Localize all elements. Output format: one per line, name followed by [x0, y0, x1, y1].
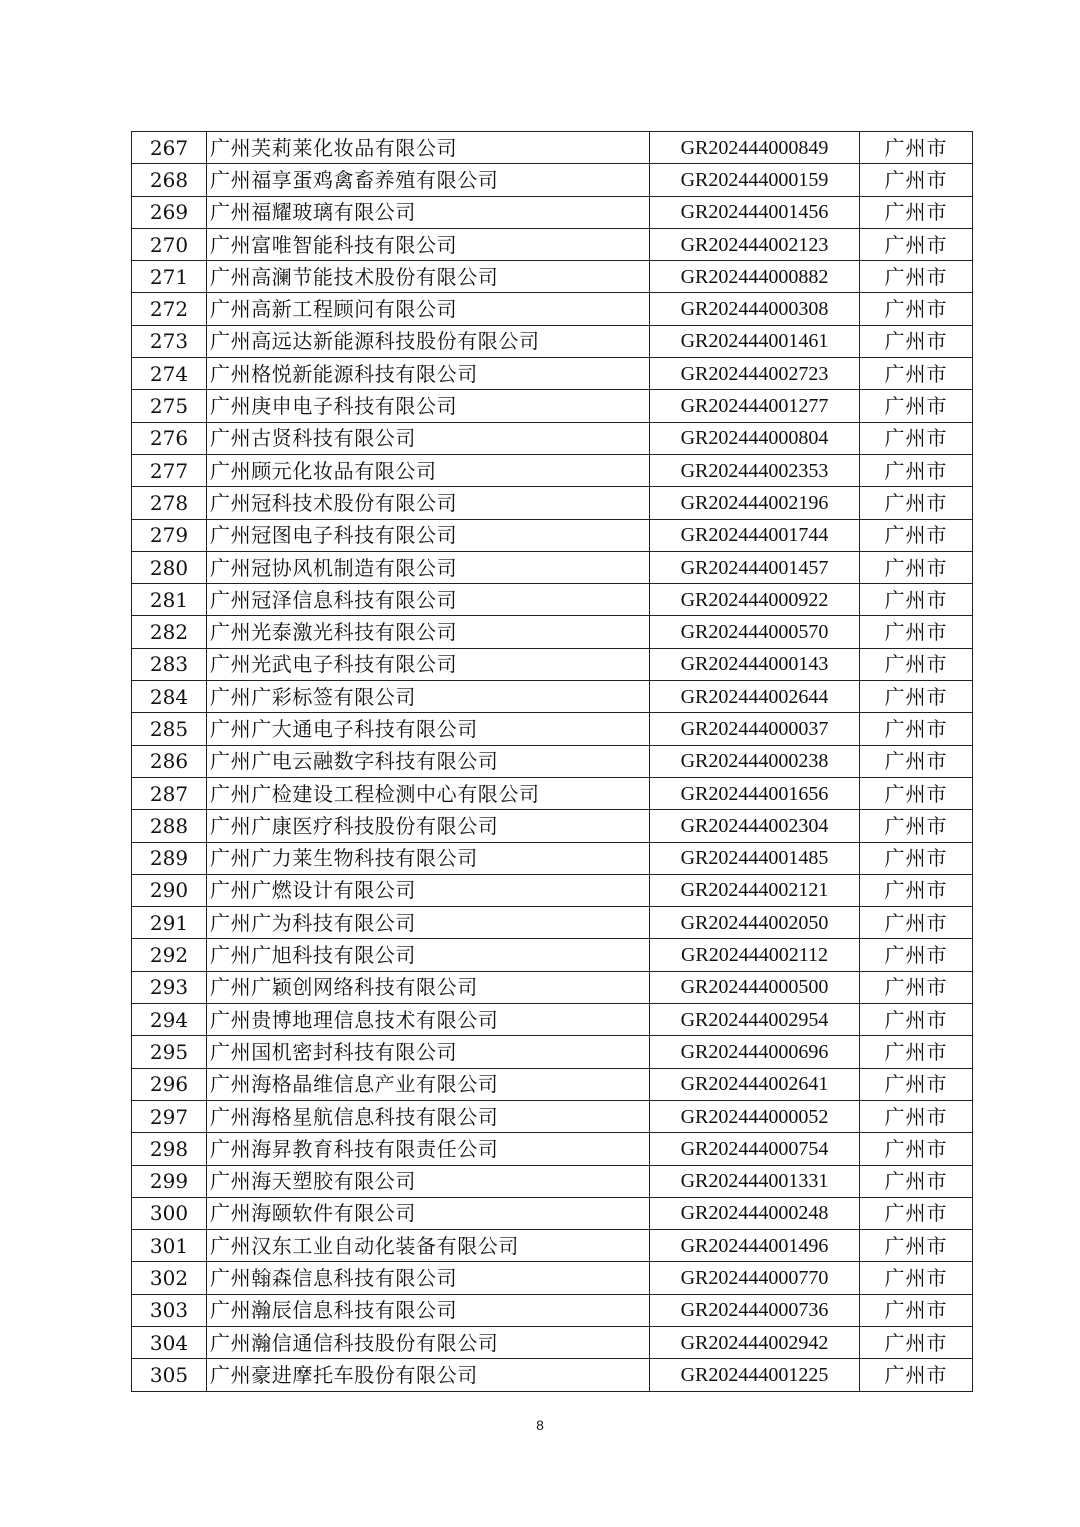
city-cell: 广州市 [860, 971, 973, 1003]
row-number-cell: 299 [132, 1165, 207, 1197]
row-number-cell: 283 [132, 648, 207, 680]
table-row [132, 519, 973, 551]
table-row [132, 874, 973, 906]
table-row [132, 132, 973, 164]
certificate-code-cell: GR202444001485 [650, 842, 860, 874]
certificate-code-cell: GR202444001457 [650, 551, 860, 583]
row-number-cell: 281 [132, 584, 207, 616]
city-cell: 广州市 [860, 196, 973, 228]
certificate-code-cell: GR202444000570 [650, 616, 860, 648]
city-cell: 广州市 [860, 745, 973, 777]
city-cell: 广州市 [860, 1165, 973, 1197]
certificate-code-cell: GR202444000248 [650, 1197, 860, 1229]
city-cell: 广州市 [860, 681, 973, 713]
table-row [132, 261, 973, 293]
table-row [132, 616, 973, 648]
table-row [132, 325, 973, 357]
certificate-code-cell: GR202444000882 [650, 261, 860, 293]
row-number-cell: 269 [132, 196, 207, 228]
row-number-cell: 293 [132, 971, 207, 1003]
city-cell: 广州市 [860, 616, 973, 648]
row-number-cell: 294 [132, 1004, 207, 1036]
row-number-cell: 303 [132, 1294, 207, 1326]
certificate-code-cell: GR202444001496 [650, 1230, 860, 1262]
row-number-cell: 302 [132, 1262, 207, 1294]
certificate-code-cell: GR202444002954 [650, 1004, 860, 1036]
company-name-cell: 广州广康医疗科技股份有限公司 [207, 810, 650, 842]
certificate-code-cell: GR202444002121 [650, 874, 860, 906]
city-cell: 广州市 [860, 551, 973, 583]
row-number-cell: 268 [132, 164, 207, 196]
city-cell: 广州市 [860, 1230, 973, 1262]
company-name-cell: 广州芙莉莱化妆品有限公司 [207, 132, 650, 164]
city-cell: 广州市 [860, 777, 973, 809]
certificate-code-cell: GR202444000143 [650, 648, 860, 680]
city-cell: 广州市 [860, 1004, 973, 1036]
city-cell: 广州市 [860, 842, 973, 874]
certificate-code-cell: GR202444000696 [650, 1036, 860, 1068]
certificate-code-cell: GR202444000159 [650, 164, 860, 196]
row-number-cell: 289 [132, 842, 207, 874]
certificate-code-cell: GR202444002353 [650, 454, 860, 486]
table-row [132, 196, 973, 228]
city-cell: 广州市 [860, 1326, 973, 1358]
certificate-code-cell: GR202444000754 [650, 1133, 860, 1165]
row-number-cell: 287 [132, 777, 207, 809]
row-number-cell: 271 [132, 261, 207, 293]
company-name-cell: 广州海昇教育科技有限责任公司 [207, 1133, 650, 1165]
company-name-cell: 广州庚申电子科技有限公司 [207, 390, 650, 422]
row-number-cell: 277 [132, 454, 207, 486]
table-row [132, 487, 973, 519]
certificate-code-cell: GR202444001656 [650, 777, 860, 809]
row-number-cell: 291 [132, 907, 207, 939]
certificate-code-cell: GR202444000736 [650, 1294, 860, 1326]
row-number-cell: 295 [132, 1036, 207, 1068]
city-cell: 广州市 [860, 874, 973, 906]
row-number-cell: 288 [132, 810, 207, 842]
company-name-cell: 广州广电云融数字科技有限公司 [207, 745, 650, 777]
table-body [132, 132, 973, 1392]
certificate-code-cell: GR202444002644 [650, 681, 860, 713]
table-row [132, 971, 973, 1003]
row-number-cell: 284 [132, 681, 207, 713]
certificate-code-cell: GR202444000308 [650, 293, 860, 325]
city-cell: 广州市 [860, 810, 973, 842]
table-row [132, 1326, 973, 1358]
row-number-cell: 290 [132, 874, 207, 906]
company-name-cell: 广州高新工程顾问有限公司 [207, 293, 650, 325]
certificate-code-cell: GR202444001461 [650, 325, 860, 357]
company-name-cell: 广州冠泽信息科技有限公司 [207, 584, 650, 616]
city-cell: 广州市 [860, 713, 973, 745]
certificate-code-cell: GR202444000500 [650, 971, 860, 1003]
certificate-code-cell: GR202444001225 [650, 1359, 860, 1391]
city-cell: 广州市 [860, 261, 973, 293]
city-cell: 广州市 [860, 325, 973, 357]
company-name-cell: 广州光武电子科技有限公司 [207, 648, 650, 680]
table-row [132, 1036, 973, 1068]
row-number-cell: 286 [132, 745, 207, 777]
table-row [132, 1133, 973, 1165]
row-number-cell: 300 [132, 1197, 207, 1229]
company-name-cell: 广州高澜节能技术股份有限公司 [207, 261, 650, 293]
city-cell: 广州市 [860, 1359, 973, 1391]
certificate-code-cell: GR202444002112 [650, 939, 860, 971]
table-row [132, 1004, 973, 1036]
row-number-cell: 305 [132, 1359, 207, 1391]
row-number-cell: 285 [132, 713, 207, 745]
city-cell: 广州市 [860, 358, 973, 390]
city-cell: 广州市 [860, 228, 973, 260]
row-number-cell: 274 [132, 358, 207, 390]
table-row [132, 777, 973, 809]
table-row [132, 745, 973, 777]
company-name-cell: 广州广彩标签有限公司 [207, 681, 650, 713]
table-row [132, 1165, 973, 1197]
certificate-code-cell: GR202444001277 [650, 390, 860, 422]
city-cell: 广州市 [860, 390, 973, 422]
certificate-code-cell: GR202444002304 [650, 810, 860, 842]
city-cell: 广州市 [860, 1068, 973, 1100]
city-cell: 广州市 [860, 1197, 973, 1229]
company-name-cell: 广州广颖创网络科技有限公司 [207, 971, 650, 1003]
row-number-cell: 297 [132, 1100, 207, 1132]
certificate-code-cell: GR202444000922 [650, 584, 860, 616]
city-cell: 广州市 [860, 648, 973, 680]
table-row [132, 390, 973, 422]
company-name-cell: 广州富唯智能科技有限公司 [207, 228, 650, 260]
city-cell: 广州市 [860, 422, 973, 454]
row-number-cell: 296 [132, 1068, 207, 1100]
table-row [132, 1197, 973, 1229]
city-cell: 广州市 [860, 487, 973, 519]
table-row [132, 1230, 973, 1262]
company-name-cell: 广州冠协风机制造有限公司 [207, 551, 650, 583]
city-cell: 广州市 [860, 1133, 973, 1165]
company-name-cell: 广州广力莱生物科技有限公司 [207, 842, 650, 874]
company-name-cell: 广州广为科技有限公司 [207, 907, 650, 939]
company-name-cell: 广州古贤科技有限公司 [207, 422, 650, 454]
city-cell: 广州市 [860, 584, 973, 616]
table-row [132, 551, 973, 583]
company-table [131, 131, 973, 1392]
company-name-cell: 广州福耀玻璃有限公司 [207, 196, 650, 228]
company-name-cell: 广州顾元化妆品有限公司 [207, 454, 650, 486]
table-row [132, 293, 973, 325]
certificate-code-cell: GR202444002123 [650, 228, 860, 260]
table-row [132, 1100, 973, 1132]
company-name-cell: 广州海格星航信息科技有限公司 [207, 1100, 650, 1132]
table-row [132, 1359, 973, 1391]
certificate-code-cell: GR202444000770 [650, 1262, 860, 1294]
table-row [132, 228, 973, 260]
certificate-code-cell: GR202444000037 [650, 713, 860, 745]
company-name-cell: 广州汉东工业自动化装备有限公司 [207, 1230, 650, 1262]
row-number-cell: 273 [132, 325, 207, 357]
company-name-cell: 广州广检建设工程检测中心有限公司 [207, 777, 650, 809]
table-row [132, 1068, 973, 1100]
city-cell: 广州市 [860, 1036, 973, 1068]
table-row [132, 810, 973, 842]
company-name-cell: 广州海天塑胶有限公司 [207, 1165, 650, 1197]
table-row [132, 1294, 973, 1326]
certificate-code-cell: GR202444000238 [650, 745, 860, 777]
company-name-cell: 广州国机密封科技有限公司 [207, 1036, 650, 1068]
company-name-cell: 广州豪进摩托车股份有限公司 [207, 1359, 650, 1391]
certificate-code-cell: GR202444002196 [650, 487, 860, 519]
row-number-cell: 282 [132, 616, 207, 648]
row-number-cell: 267 [132, 132, 207, 164]
row-number-cell: 304 [132, 1326, 207, 1358]
company-name-cell: 广州瀚信通信科技股份有限公司 [207, 1326, 650, 1358]
company-name-cell: 广州海颐软件有限公司 [207, 1197, 650, 1229]
company-name-cell: 广州光泰激光科技有限公司 [207, 616, 650, 648]
row-number-cell: 279 [132, 519, 207, 551]
certificate-code-cell: GR202444001456 [650, 196, 860, 228]
certificate-code-cell: GR202444002641 [650, 1068, 860, 1100]
certificate-code-cell: GR202444002723 [650, 358, 860, 390]
row-number-cell: 275 [132, 390, 207, 422]
company-name-cell: 广州冠科技术股份有限公司 [207, 487, 650, 519]
table-row [132, 358, 973, 390]
certificate-code-cell: GR202444000052 [650, 1100, 860, 1132]
row-number-cell: 272 [132, 293, 207, 325]
certificate-code-cell: GR202444002942 [650, 1326, 860, 1358]
city-cell: 广州市 [860, 164, 973, 196]
city-cell: 广州市 [860, 293, 973, 325]
city-cell: 广州市 [860, 907, 973, 939]
company-name-cell: 广州瀚辰信息科技有限公司 [207, 1294, 650, 1326]
table-row [132, 907, 973, 939]
row-number-cell: 270 [132, 228, 207, 260]
city-cell: 广州市 [860, 132, 973, 164]
certificate-code-cell: GR202444001744 [650, 519, 860, 551]
table-row [132, 164, 973, 196]
row-number-cell: 276 [132, 422, 207, 454]
table-row [132, 454, 973, 486]
certificate-code-cell: GR202444001331 [650, 1165, 860, 1197]
city-cell: 广州市 [860, 1294, 973, 1326]
certificate-code-cell: GR202444002050 [650, 907, 860, 939]
company-name-cell: 广州海格晶维信息产业有限公司 [207, 1068, 650, 1100]
company-name-cell: 广州广大通电子科技有限公司 [207, 713, 650, 745]
table-row [132, 842, 973, 874]
company-name-cell: 广州冠图电子科技有限公司 [207, 519, 650, 551]
certificate-code-cell: GR202444000849 [650, 132, 860, 164]
table-row [132, 1262, 973, 1294]
city-cell: 广州市 [860, 939, 973, 971]
company-name-cell: 广州格悦新能源科技有限公司 [207, 358, 650, 390]
row-number-cell: 298 [132, 1133, 207, 1165]
row-number-cell: 280 [132, 551, 207, 583]
table-row [132, 681, 973, 713]
row-number-cell: 301 [132, 1230, 207, 1262]
company-name-cell: 广州福享蛋鸡禽畜养殖有限公司 [207, 164, 650, 196]
page-number: 8 [536, 1417, 544, 1433]
company-name-cell: 广州翰森信息科技有限公司 [207, 1262, 650, 1294]
company-name-cell: 广州贵博地理信息技术有限公司 [207, 1004, 650, 1036]
company-name-cell: 广州广燃设计有限公司 [207, 874, 650, 906]
row-number-cell: 292 [132, 939, 207, 971]
city-cell: 广州市 [860, 519, 973, 551]
table-row [132, 939, 973, 971]
table-row [132, 584, 973, 616]
city-cell: 广州市 [860, 454, 973, 486]
row-number-cell: 278 [132, 487, 207, 519]
certificate-code-cell: GR202444000804 [650, 422, 860, 454]
city-cell: 广州市 [860, 1262, 973, 1294]
city-cell: 广州市 [860, 1100, 973, 1132]
table-row [132, 422, 973, 454]
company-name-cell: 广州高远达新能源科技股份有限公司 [207, 325, 650, 357]
table-row [132, 648, 973, 680]
table-row [132, 713, 973, 745]
company-name-cell: 广州广旭科技有限公司 [207, 939, 650, 971]
